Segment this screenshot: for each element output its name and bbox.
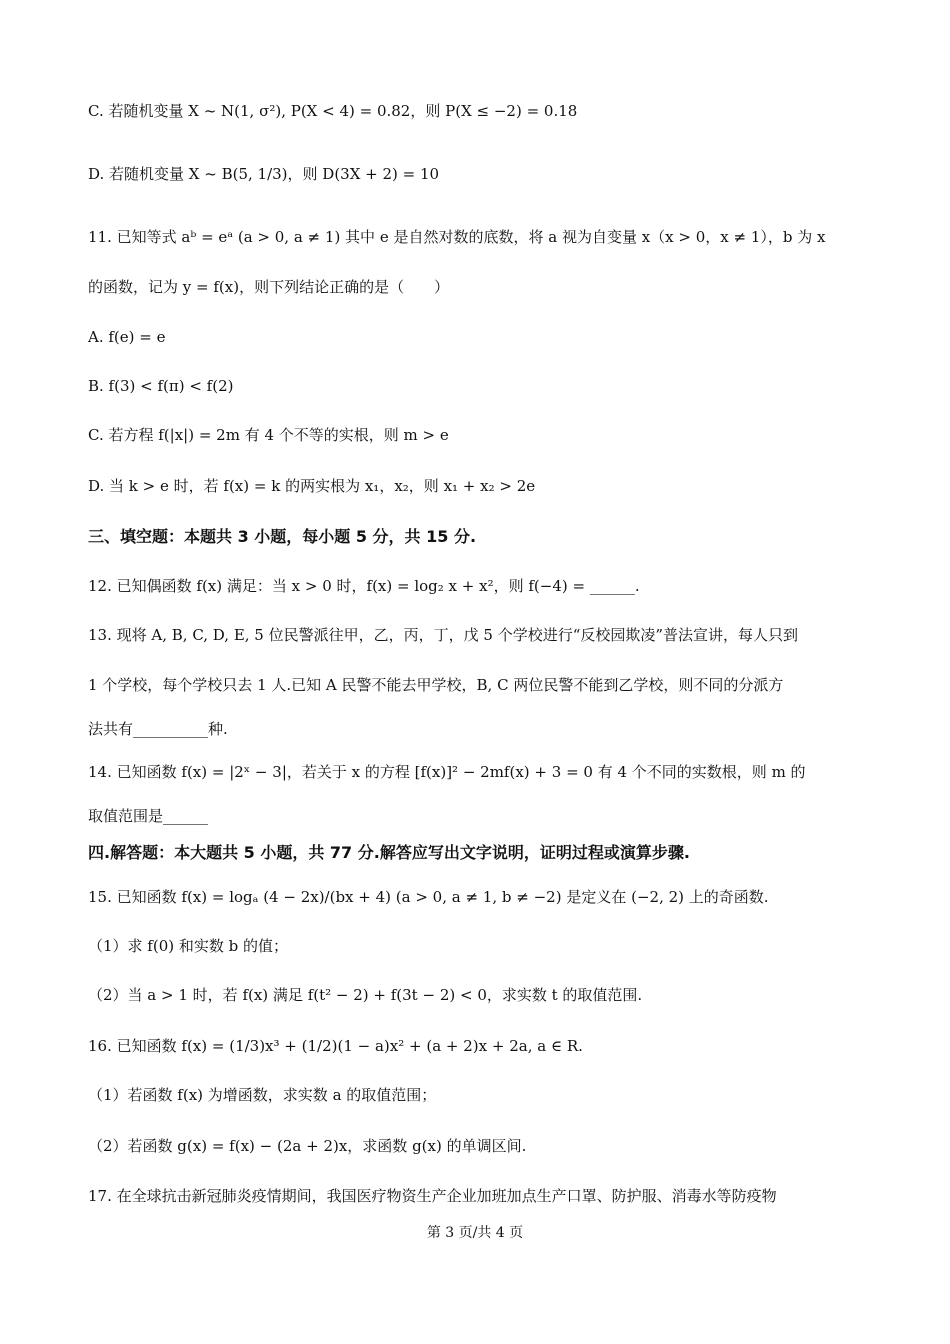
question-16-part-2: （2）若函数 g(x) = f(x) − (2a + 2)x，求函数 g(x) 的单调区间. [88, 1137, 527, 1155]
option-11c: C. 若方程 f(|x|) = 2m 有 4 个不等的实根，则 m > e [88, 426, 449, 444]
question-16: 16. 已知函数 f(x) = (1/3)x³ + (1/2)(1 − a)x² + (a + 2)x + 2a, a ∈ R. [88, 1037, 583, 1055]
question-15: 15. 已知函数 f(x) = logₐ (4 − 2x)/(bx + 4) (a > 0, a ≠ 1, b ≠ −2) 是定义在 (−2, 2) 上的奇函数. [88, 888, 769, 906]
question-13-line-3: 法共有__________种. [88, 720, 228, 738]
question-12: 12. 已知偶函数 f(x) 满足：当 x > 0 时，f(x) = log₂ x + x²，则 f(−4) = ______. [88, 577, 640, 595]
question-16-part-1: （1）若函数 f(x) 为增函数，求实数 a 的取值范围； [88, 1086, 437, 1104]
question-15-part-1: （1）求 f(0) 和实数 b 的值； [88, 937, 289, 955]
section-3-heading: 三、填空题：本题共 3 小题，每小题 5 分，共 15 分. [88, 527, 477, 546]
section-4-heading: 四.解答题：本大题共 5 小题，共 77 分.解答应写出文字说明，证明过程或演算步骤. [88, 843, 690, 862]
option-10d: D. 若随机变量 X ~ B(5, 1/3)，则 D(3X + 2) = 10 [88, 165, 440, 183]
option-11b: B. f(3) < f(π) < f(2) [88, 377, 234, 395]
question-15-part-2: （2）当 a > 1 时，若 f(x) 满足 f(t² − 2) + f(3t − 2) < 0，求实数 t 的取值范围. [88, 986, 643, 1004]
question-11-line-1: 11. 已知等式 aᵇ = eᵃ (a > 0, a ≠ 1) 其中 e 是自然对数的底数，将 a 视为自变量 x（x > 0，x ≠ 1），b 为 x [88, 228, 826, 246]
option-11d: D. 当 k > e 时，若 f(x) = k 的两实根为 x₁，x₂，则 x₁ + x₂ > 2e [88, 477, 536, 495]
question-17: 17. 在全球抗击新冠肺炎疫情期间，我国医疗物资生产企业加班加点生产口罩、防护服、消毒水等防疫物 [88, 1187, 777, 1205]
question-14-line-2: 取值范围是______ [88, 807, 209, 825]
option-10c: C. 若随机变量 X ~ N(1, σ²), P(X < 4) = 0.82，则 P(X ≤ −2) = 0.18 [88, 102, 578, 120]
question-14-line-1: 14. 已知函数 f(x) = |2ˣ − 3|，若关于 x 的方程 [f(x)]² − 2mf(x) + 3 = 0 有 4 个不同的实数根，则 m 的 [88, 763, 806, 781]
question-13-line-2: 1 个学校，每个学校只去 1 人.已知 A 民警不能去甲学校，B, C 两位民警不能到乙学校，则不同的分派方 [88, 676, 784, 694]
question-11-line-2: 的函数，记为 y = f(x)，则下列结论正确的是（ ） [88, 278, 450, 296]
option-11a: A. f(e) = e [88, 328, 166, 346]
page-footer: 第 3 页/共 4 页 [426, 1225, 524, 1241]
question-13-line-1: 13. 现将 A, B, C, D, E, 5 位民警派往甲，乙，丙，丁，戊 5 个学校进行“反校园欺凌”普法宣讲，每人只到 [88, 626, 799, 644]
